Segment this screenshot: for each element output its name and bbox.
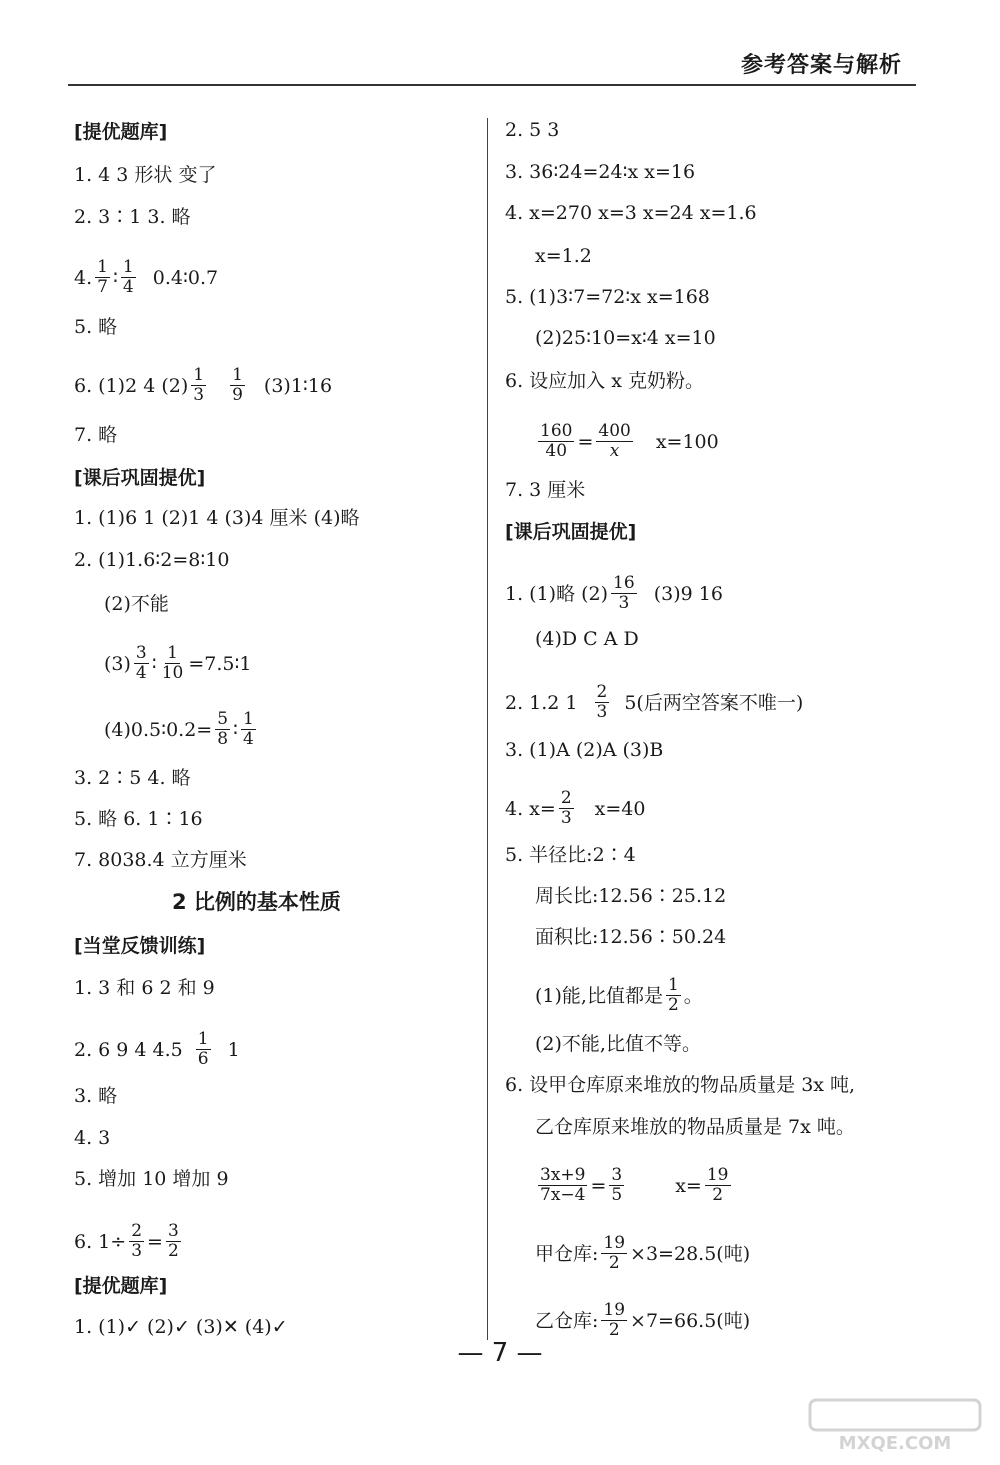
answer-line: 2. (1)1.6∶2=8∶10 <box>74 549 230 571</box>
fraction: $\frac{19}{2}$ <box>706 1165 729 1205</box>
column-divider <box>487 118 488 1340</box>
fraction: $\frac{1}{10}$ <box>161 643 184 683</box>
answer-line: 7. 3 厘米 <box>505 479 586 501</box>
fraction: $\frac{3}{4}$ <box>135 643 147 683</box>
section-heading: [课后巩固提优] <box>74 467 206 489</box>
answer-line: 4. x= $\frac{2}{3}$ x=40 <box>505 788 646 828</box>
section-heading: [提优题库] <box>74 121 168 143</box>
fraction: $\frac{3}{5}$ <box>611 1165 623 1205</box>
answer-line: x=1.2 <box>535 245 592 267</box>
answer-line: 4. $\frac{1}{7}$ ∶ $\frac{1}{4}$ 0.4∶0.7 <box>74 257 219 297</box>
answer-line: 乙仓库: $\frac{19}{2}$ ×7=66.5(吨) <box>535 1300 751 1340</box>
answer-line: $\frac{160}{40}$ = $\frac{400}{x}$ x=100 <box>540 421 719 461</box>
answer-line: 2. 3∶1 3. 略 <box>74 206 191 228</box>
answer-line: (2)不能,比值不等。 <box>535 1033 701 1055</box>
fraction: $\frac{19}{2}$ <box>603 1300 626 1340</box>
answer-line: 1. (1)✓ (2)✓ (3)✕ (4)✓ <box>74 1316 288 1338</box>
answer-line: 2. 6 9 4 4.5 $\frac{1}{6}$ 1 <box>74 1029 240 1069</box>
chapter-title: 2 比例的基本性质 <box>172 890 341 914</box>
answer-line: 5. 略 <box>74 316 118 338</box>
answer-line: (2)不能 <box>104 593 169 615</box>
fraction: $\frac{2}{3}$ <box>596 682 608 722</box>
fraction: $\frac{2}{3}$ <box>131 1221 143 1261</box>
answer-line: $\frac{3x+9}{7x-4}$ = $\frac{3}{5}$ x= $\frac{19}{2}$ <box>540 1165 729 1205</box>
header-title: 参考答案与解析 <box>740 53 902 78</box>
page-number: — 7 — <box>457 1338 543 1368</box>
fraction: $\frac{16}{3}$ <box>613 573 635 613</box>
answer-line: 1. (1)6 1 (2)1 4 (3)4 厘米 (4)略 <box>74 507 360 529</box>
answer-line: 3. (1)A (2)A (3)B <box>505 739 664 761</box>
answer-line: 7. 略 <box>74 424 118 446</box>
answer-line: 5. 增加 10 增加 9 <box>74 1168 229 1190</box>
answer-line: 6. 设应加入 x 克奶粉。 <box>505 370 704 392</box>
answer-line: 2. 5 3 <box>505 119 560 141</box>
answer-line: 6. (1)2 4 (2) $\frac{1}{3}$ $\frac{1}{9}$ (3)1∶16 <box>74 365 333 405</box>
answer-line: 6. 设甲仓库原来堆放的物品质量是 3x 吨, <box>505 1074 856 1096</box>
answer-line: 2. 1.2 1 $\frac{2}{3}$ 5(后两空答案不唯一) <box>505 682 804 722</box>
answer-line: 5. (1)3∶7=72∶x x=168 <box>505 286 710 308</box>
answer-line: 甲仓库: $\frac{19}{2}$ ×3=28.5(吨) <box>535 1233 751 1273</box>
section-heading: [课后巩固提优] <box>505 521 637 543</box>
fraction: $\frac{1}{7}$ <box>97 257 108 297</box>
answer-line: (4)0.5∶0.2= $\frac{5}{8}$ ∶ $\frac{1}{4}$ <box>104 709 254 749</box>
answer-line: (3) $\frac{3}{4}$ ∶ $\frac{1}{10}$ =7.5∶1 <box>104 643 252 683</box>
answer-line: (1)能,比值都是 $\frac{1}{2}$ 。 <box>535 975 703 1015</box>
fraction: $\frac{1}{9}$ <box>232 365 243 405</box>
fraction: $\frac{3x+9}{7x-4}$ <box>540 1165 586 1205</box>
answer-line: 5. 略 6. 1∶16 <box>74 808 203 830</box>
fraction: $\frac{3}{2}$ <box>167 1221 179 1261</box>
answer-line: (2)25∶10=x∶4 x=10 <box>535 327 716 349</box>
answer-line: 3. 2∶5 4. 略 <box>74 767 191 789</box>
answer-line: 1. 3 和 6 2 和 9 <box>74 977 215 999</box>
answer-line: 4. x=270 x=3 x=24 x=1.6 <box>505 202 757 224</box>
answer-line: 面积比:12.56∶50.24 <box>535 926 727 948</box>
fraction: $\frac{1}{4}$ <box>122 257 134 297</box>
answer-line: 3. 略 <box>74 1085 118 1107</box>
fraction: $\frac{1}{6}$ <box>197 1029 209 1069</box>
answer-line: 7. 8038.4 立方厘米 <box>74 849 247 871</box>
answer-line: 乙仓库原来堆放的物品质量是 7x 吨。 <box>535 1116 855 1138</box>
answer-line: 1. (1)略 (2) $\frac{16}{3}$ (3)9 16 <box>505 573 723 613</box>
fraction: $\frac{400}{x}$ <box>598 421 631 461</box>
section-heading: [当堂反馈训练] <box>74 935 206 957</box>
page-header <box>0 0 1000 90</box>
svg-text:MXQE.COM: MXQE.COM <box>838 1433 952 1454</box>
answer-line: (4)D C A D <box>535 628 639 650</box>
answer-line: 1. 4 3 形状 变了 <box>74 164 217 186</box>
fraction: $\frac{5}{8}$ <box>217 709 229 749</box>
fraction: $\frac{2}{3}$ <box>560 788 572 828</box>
answer-line: 4. 3 <box>74 1127 111 1149</box>
watermark-logo <box>805 1395 985 1455</box>
fraction: $\frac{1}{4}$ <box>243 709 254 749</box>
answer-line: 5. 半径比:2∶4 <box>505 844 636 866</box>
answer-line: 6. 1÷ $\frac{2}{3}$ = $\frac{3}{2}$ <box>74 1221 179 1261</box>
fraction: $\frac{19}{2}$ <box>603 1233 626 1273</box>
answer-line: 周长比:12.56∶25.12 <box>535 885 727 907</box>
fraction: $\frac{1}{2}$ <box>667 975 679 1015</box>
fraction: $\frac{160}{40}$ <box>540 421 573 461</box>
header-rule <box>68 84 916 86</box>
fraction: $\frac{1}{3}$ <box>193 365 205 405</box>
section-heading: [提优题库] <box>74 1275 168 1297</box>
answer-line: 3. 36∶24=24∶x x=16 <box>505 161 696 183</box>
